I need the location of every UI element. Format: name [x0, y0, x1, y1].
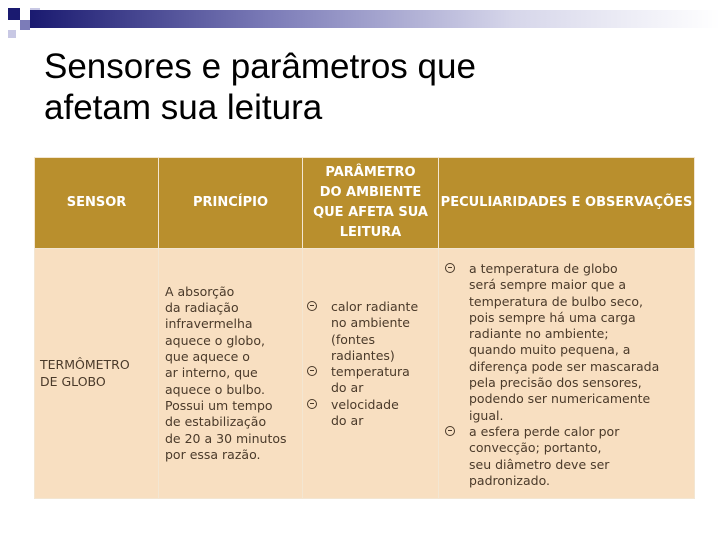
- decoration-square: [20, 20, 30, 30]
- list-item: [445, 424, 694, 489]
- sensor-table: [34, 157, 695, 499]
- slide-title: [44, 46, 684, 128]
- header-sensor: SENSOR: [35, 158, 159, 249]
- parametro-item: temperatura do ar: [331, 364, 410, 396]
- bullet-icon: [307, 301, 317, 311]
- peculiaridade-item: a temperatura de globo será sempre maior que a temperatura de bulbo seco, pois sempre há uma carga radiante no ambiente; quando muito pequena, a diferença pode ser mascarada pela precisão dos sensores, podendo ser numericamente igual.: [469, 261, 660, 423]
- cell-sensor: [35, 249, 159, 499]
- list-item: [307, 299, 438, 364]
- cell-peculiaridades: [439, 249, 695, 499]
- parametro-item: calor radiante no ambiente (fontes radiantes): [331, 299, 419, 363]
- slide-title-line1: Sensores e parâmetros que: [44, 47, 476, 86]
- header-peculiaridades: PECULIARIDADES E OBSERVAÇÕES: [439, 158, 695, 249]
- header-principio: PRINCÍPIO: [159, 158, 303, 249]
- header-parametro-text: PARÂMETRO DO AMBIENTE QUE AFETA SUA LEITURA: [313, 165, 428, 240]
- bullet-icon: [307, 399, 317, 409]
- bullet-icon: [445, 263, 455, 273]
- header-parametro: [303, 158, 439, 249]
- bullet-icon: [445, 426, 455, 436]
- list-item: [307, 397, 438, 430]
- list-item: [307, 364, 438, 397]
- table-row: [35, 249, 695, 499]
- cell-principio: [159, 249, 303, 499]
- header-gradient-bar: [30, 10, 720, 28]
- peculiaridade-item: a esfera perde calor por convecção; portanto, seu diâmetro deve ser padronizado.: [469, 423, 620, 488]
- sensor-name: TERMÔMETRO DE GLOBO: [40, 357, 130, 389]
- principio-text: A absorção da radiação infravermelha aquece o globo, que aquece o ar interno, que aquece o bulbo. Possui um tempo de estabilização de 20 a 30 minutos por essa razão.: [165, 283, 287, 462]
- decoration-square: [8, 8, 20, 20]
- decoration-square: [8, 30, 16, 38]
- table-header-row: [35, 158, 695, 249]
- list-item: [445, 261, 694, 424]
- parametro-item: velocidade do ar: [331, 396, 399, 429]
- slide-title-line2: afetam sua leitura: [44, 88, 323, 127]
- cell-parametros: [303, 249, 439, 499]
- bullet-icon: [307, 366, 317, 376]
